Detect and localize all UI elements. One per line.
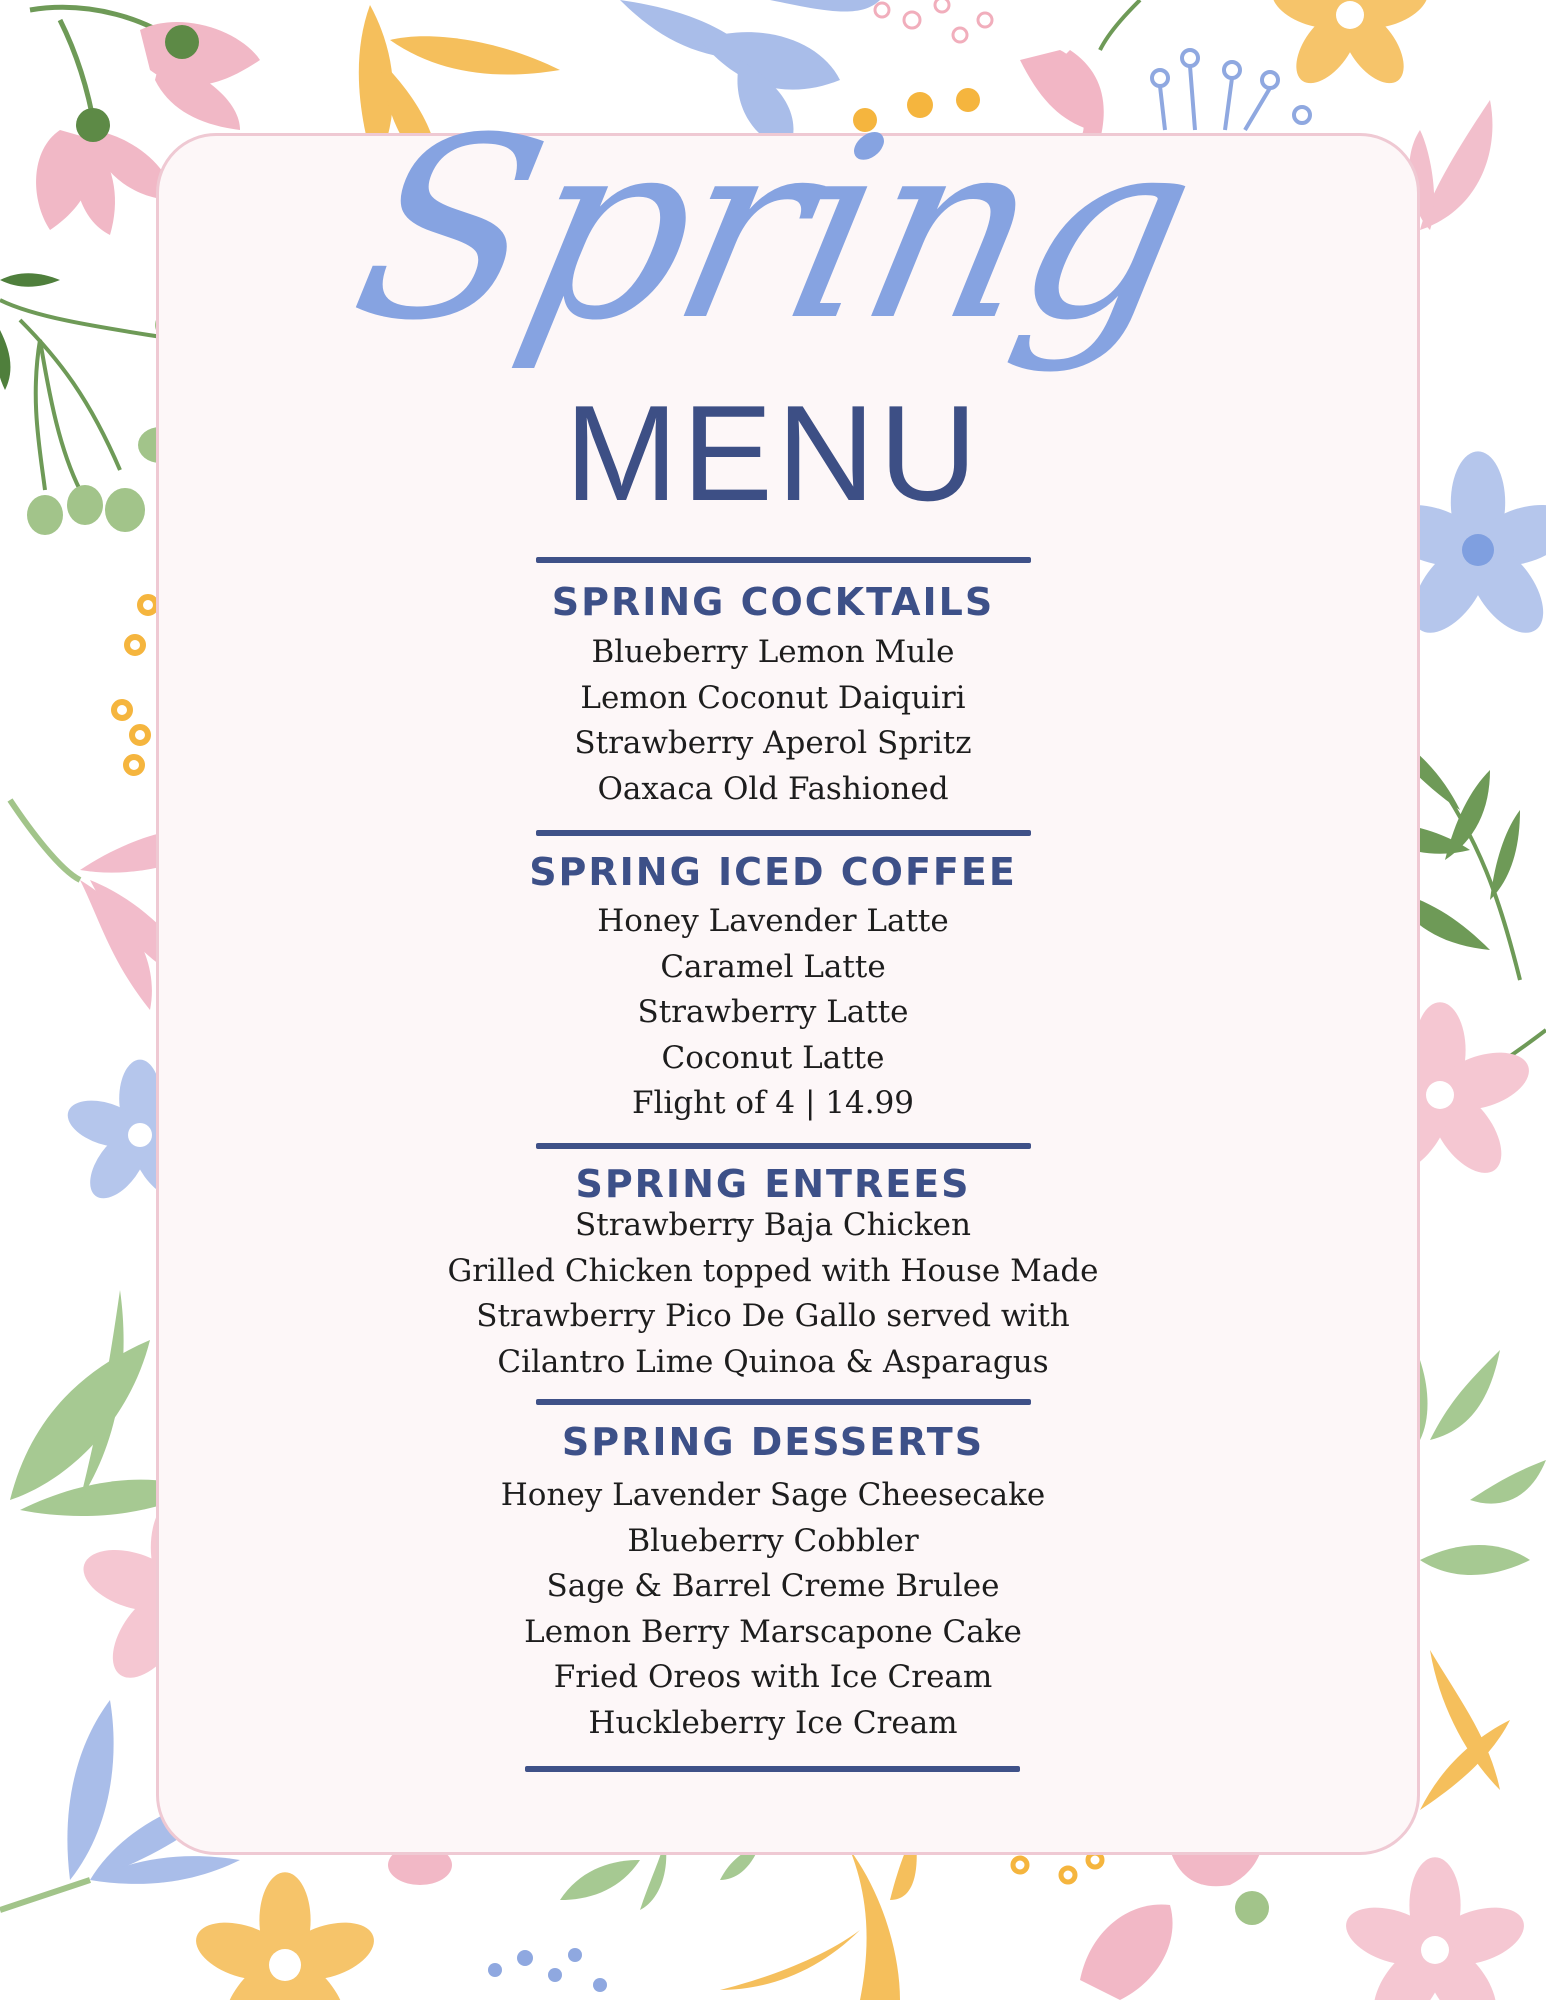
list-item: Flight of 4 | 14.99 <box>631 1085 915 1121</box>
section-title-entrees: SPRING ENTREES <box>575 1162 971 1206</box>
list-item: Fried Oreos with Ice Cream <box>553 1659 993 1695</box>
list-item: Caramel Latte <box>660 948 886 985</box>
list-item: Sage & Barrel Creme Brulee <box>546 1568 1000 1604</box>
list-item: Lemon Coconut Daiquiri <box>580 679 966 716</box>
section-title-cocktails: SPRING COCKTAILS <box>551 580 995 624</box>
list-item: Strawberry Baja Chicken <box>575 1207 971 1243</box>
divider-top <box>536 557 1031 563</box>
list-item: Oaxaca Old Fashioned <box>597 770 949 807</box>
list-item: Strawberry Latte <box>637 994 909 1030</box>
section-items-desserts <box>0 1473 1546 1746</box>
section-items-iced-coffee <box>0 899 1546 1127</box>
section-title-iced-coffee: SPRING ICED COFFEE <box>529 850 1017 894</box>
list-item: Grilled Chicken topped with House Made <box>447 1252 1099 1289</box>
list-item: Coconut Latte <box>661 1039 885 1076</box>
script-title: Spring <box>334 84 1212 375</box>
list-item: Blueberry Lemon Mule <box>591 634 955 670</box>
list-item: Cilantro Lime Quinoa & Asparagus <box>497 1343 1049 1380</box>
list-item: Blueberry Cobbler <box>627 1522 919 1559</box>
section-items-entrees <box>0 1203 1546 1385</box>
divider <box>536 830 1031 836</box>
section-items-cocktails <box>0 630 1546 812</box>
list-item: Strawberry Pico De Gallo served with <box>476 1298 1070 1334</box>
list-item: Honey Lavender Latte <box>597 903 949 939</box>
list-item: Lemon Berry Marscapone Cake <box>524 1613 1022 1650</box>
divider <box>536 1399 1031 1405</box>
divider-bottom <box>525 1766 1020 1772</box>
list-item: Huckleberry Ice Cream <box>588 1704 958 1741</box>
section-title-desserts: SPRING DESSERTS <box>561 1420 985 1464</box>
list-item: Honey Lavender Sage Cheesecake <box>500 1477 1046 1513</box>
menu-title: MENU <box>564 377 982 529</box>
divider <box>536 1143 1031 1149</box>
list-item: Strawberry Aperol Spritz <box>574 725 972 761</box>
